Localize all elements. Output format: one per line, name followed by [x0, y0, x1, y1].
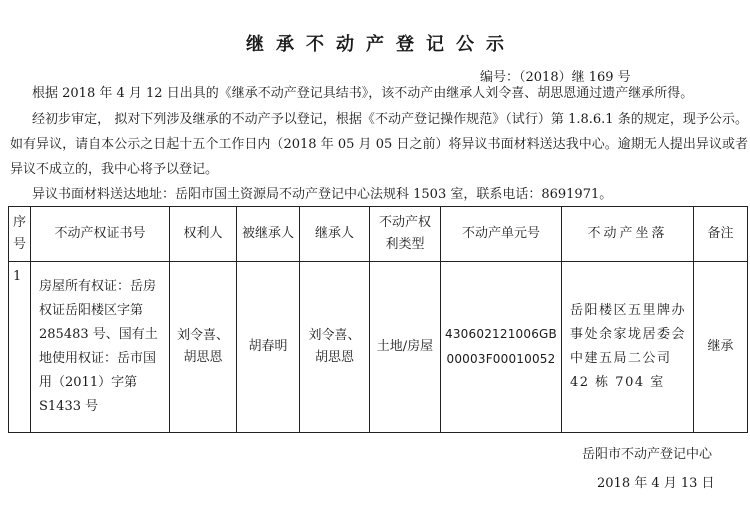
header-heir: 继承人	[300, 207, 370, 262]
header-location: 不动产坐落	[562, 207, 694, 262]
issuer-name: 岳阳市不动产登记中心	[582, 447, 713, 462]
cell-remark: 继承	[694, 262, 748, 433]
table-row	[9, 262, 748, 433]
cell-heir: 刘令喜、胡思恩	[300, 262, 370, 433]
cell-cert-no: 房屋所有权证：岳房权证岳阳楼区字第 285483 号、国有土地使用权证：岳市国用（2011）字第 S1433 号	[31, 262, 170, 433]
header-seq: 序号	[9, 207, 31, 262]
header-remark: 备注	[694, 207, 748, 262]
cell-right-holder: 刘令喜、胡思恩	[170, 262, 237, 433]
header-right-holder: 权利人	[170, 207, 237, 262]
cell-right-type: 土地/房屋	[370, 262, 441, 433]
registration-table	[8, 206, 748, 433]
header-unit-no: 不动产单元号	[441, 207, 562, 262]
issue-date: 2018 年 4 月 13 日	[597, 476, 715, 491]
notice-paragraph-objection: 经初步审定， 拟对下列涉及继承的不动产予以登记，根据《不动产登记操作规范》（试行）第 1.8.6.1 条的规定，现予公示。如有异议，请自本公示之日起十五个工作日内（2018 年 05 月 05 日之前）将异议书面材料送达我中心。逾期无人提出异议或者异议不成立的，我中心将予以登记。	[10, 112, 748, 177]
table-header-row	[9, 207, 748, 262]
notice-paragraph-address: 异议书面材料送达地址：岳阳市国土资源局不动产登记中心法规科 1503 室，联系电话：8691971。	[32, 187, 613, 202]
header-decedent: 被继承人	[237, 207, 300, 262]
cell-seq: 1	[9, 262, 31, 433]
notice-title: 继承不动产登记公示	[246, 34, 516, 55]
cell-unit-no: 430602121006GB00003F00010052	[441, 262, 562, 433]
document-number: 编号：（2018）继 169 号	[480, 70, 631, 85]
notice-paragraph-basis: 根据 2018 年 4 月 12 日出具的《继承不动产登记具结书》，该不动产由继承人刘令喜、胡思恩通过遗产继承所得。	[32, 86, 694, 101]
cell-decedent: 胡春明	[237, 262, 300, 433]
header-cert-no: 不动产权证书号	[31, 207, 170, 262]
header-right-type: 不动产权利类型	[370, 207, 441, 262]
cell-location: 岳阳楼区五里牌办事处余家垅居委会中建五局二公司 42 栋 704 室	[562, 262, 694, 433]
